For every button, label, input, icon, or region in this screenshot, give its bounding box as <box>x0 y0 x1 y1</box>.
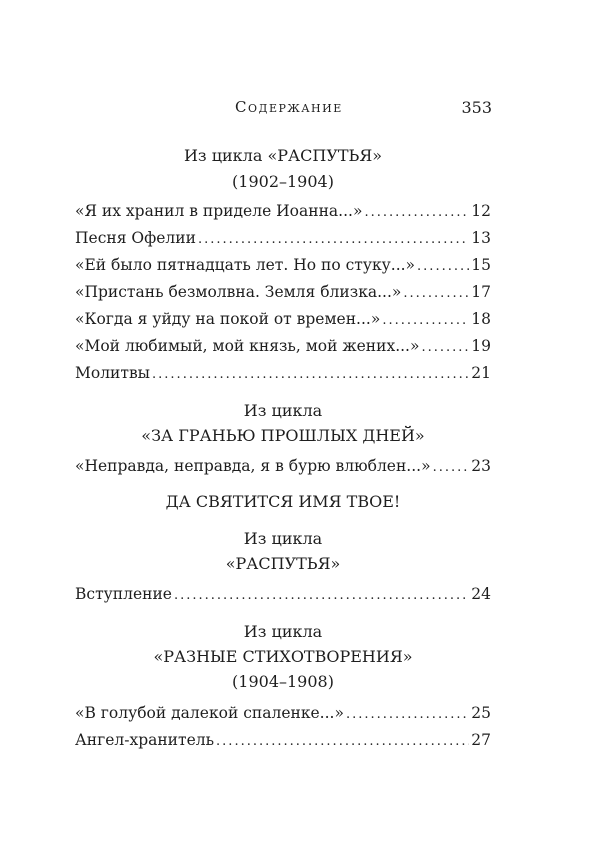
running-title: Содержание <box>235 98 343 116</box>
section-heading: Из цикла <box>243 401 323 420</box>
toc-entry[interactable] <box>75 584 491 606</box>
toc-entry-title: Песня Офелии <box>75 229 196 247</box>
toc-entry-title: «Когда я уйду на покой от времен...» <box>75 310 381 328</box>
dot-leader <box>152 365 469 385</box>
toc-entry-page: 18 <box>471 310 491 328</box>
section-heading: «РАЗНЫЕ СТИХОТВОРЕНИЯ» <box>153 647 413 666</box>
section-heading: «РАСПУТЬЯ» <box>225 554 341 573</box>
toc-entry[interactable] <box>75 309 491 331</box>
toc-entry-title: «Мой любимый, мой князь, мой жених...» <box>75 337 420 355</box>
toc-entry[interactable] <box>75 730 491 752</box>
toc-entry[interactable] <box>75 363 491 385</box>
page-number: 353 <box>461 98 492 117</box>
toc-entry[interactable] <box>75 456 491 478</box>
toc-entry[interactable] <box>75 255 491 277</box>
toc-entry[interactable] <box>75 228 491 250</box>
dot-leader <box>417 257 469 277</box>
toc-entry-page: 13 <box>471 229 491 247</box>
section-heading: (1902–1904) <box>232 172 334 191</box>
section-heading: Из цикла <box>243 622 323 641</box>
section-heading: Из цикла <box>243 529 323 548</box>
toc-entry-page: 15 <box>471 256 491 274</box>
toc-entry[interactable] <box>75 282 491 304</box>
dot-leader <box>174 586 469 606</box>
toc-entry-title: «Пристань безмолвна. Земля близка...» <box>75 283 402 301</box>
dot-leader <box>403 284 469 304</box>
toc-entry-page: 27 <box>471 731 491 749</box>
dot-leader <box>216 732 469 752</box>
dot-leader <box>364 203 469 223</box>
toc-entry-title: «В голубой далекой спаленке...» <box>75 704 344 722</box>
toc-entry[interactable] <box>75 201 491 223</box>
toc-entry[interactable] <box>75 703 491 725</box>
toc-entry[interactable] <box>75 336 491 358</box>
toc-entry-title: «Неправда, неправда, я в бурю влюблен...» <box>75 457 431 475</box>
toc-entry-title: «Ей было пятнадцать лет. Но по стуку...» <box>75 256 416 274</box>
toc-entry-page: 19 <box>471 337 491 355</box>
toc-entry-page: 23 <box>471 457 491 475</box>
toc-entry-page: 12 <box>471 202 491 220</box>
section-heading: (1904–1908) <box>232 672 334 691</box>
section-heading: ДА СВЯТИТСЯ ИМЯ ТВОЕ! <box>165 492 401 511</box>
toc-entry-page: 17 <box>471 283 491 301</box>
toc-entry-title: Молитвы <box>75 364 151 382</box>
toc-entry-title: «Я их хранил в приделе Иоанна...» <box>75 202 363 220</box>
dot-leader <box>198 230 469 250</box>
section-heading: «ЗА ГРАНЬЮ ПРОШЛЫХ ДНЕЙ» <box>141 426 425 445</box>
toc-entry-page: 21 <box>471 364 491 382</box>
dot-leader <box>382 311 469 331</box>
dot-leader <box>433 458 470 478</box>
toc-entry-page: 25 <box>471 704 491 722</box>
dot-leader <box>421 338 469 358</box>
toc-entry-title: Ангел-хранитель <box>75 731 215 749</box>
running-header <box>75 98 492 118</box>
dot-leader <box>346 705 469 725</box>
section-heading: Из цикла «РАСПУТЬЯ» <box>183 146 383 165</box>
toc-entry-title: Вступление <box>75 585 172 603</box>
toc-entry-page: 24 <box>471 585 491 603</box>
